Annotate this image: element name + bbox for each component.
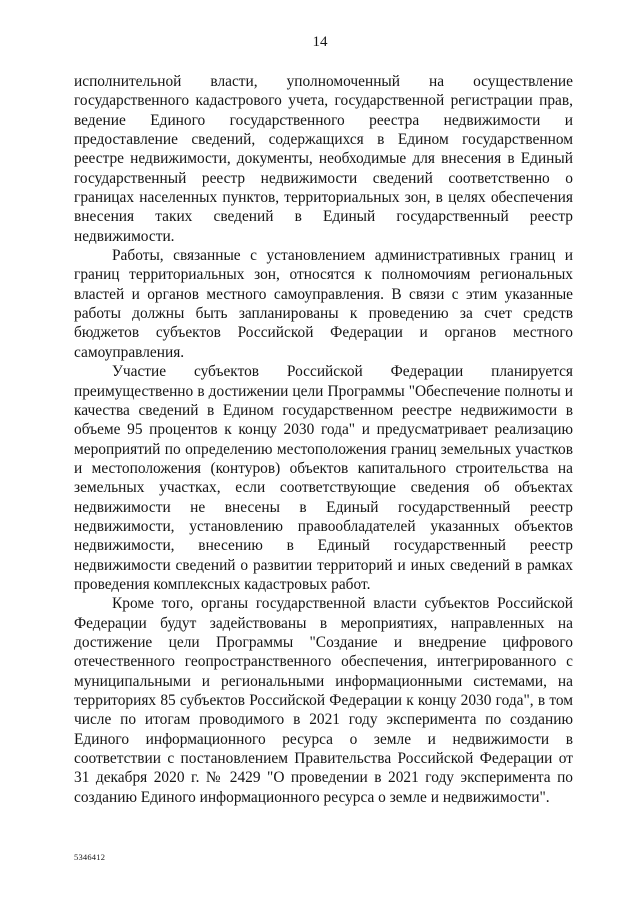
- paragraph-3: Участие субъектов Российской Федерации планируется преимущественно в достижении цели Программы "Обеспечение полноты и качества сведений в Едином государственном реестре недвижимости в объеме 95 процентов к концу 2030 года" и предусматривает реализацию мероприятий по определению местоположения границ земельных участков и местоположения (контуров) объектов капитального строительства на земельных участках, если соответствующие сведения об объектах недвижимости не внесены в Единый государственный реестр недвижимости, установлению правообладателей указанных объектов недвижимости, внесению в Единый государственный реестр недвижимости сведений о развитии территорий и иных сведений в рамках проведения комплексных кадастровых работ.: [74, 363, 573, 593]
- page-number: 14: [312, 34, 328, 50]
- document-code: 5346412: [74, 852, 106, 862]
- paragraph-1: исполнительной власти, уполномоченный на осуществление государственного кадастрового учета, государственной регистрации прав, ведение Единого государственного реестра недвижимости и предоставление сведений, содержащихся в Едином государственном реестре недвижимости, документы, необходимые для внесения в Единый государственный реестр недвижимости сведений соответственно о границах населенных пунктов, территориальных зон, в целях обеспечения внесения таких сведений в Единый государственный реестр недвижимости.: [74, 73, 573, 245]
- paragraph-4: Кроме того, органы государственной власти субъектов Российской Федерации будут задействованы в мероприятиях, направленных на достижение цели Программы "Создание и внедрение цифрового отечественного геопространственного обеспечения, интегрированного с муниципальными и региональными информационными системами, на территориях 85 субъектов Российской Федерации к концу 2030 года", в том числе по итогам проводимого в 2021 году эксперимента по созданию Единого информационного ресурса о земле и недвижимости в соответствии с постановлением Правительства Российской Федерации от 31 декабря 2020 г. № 2429 "О проведении в 2021 году эксперимента по созданию Единого информационного ресурса о земле и недвижимости".: [74, 595, 573, 806]
- paragraph-2: Работы, связанные с установлением административных границ и границ территориальных зон, относятся к полномочиям региональных властей и органов местного самоуправления. В связи с этим указанные работы должны быть запланированы к проведению за счет средств бюджетов субъектов Российской Федерации и органов местного самоуправления.: [74, 247, 573, 361]
- document-body: [74, 72, 573, 807]
